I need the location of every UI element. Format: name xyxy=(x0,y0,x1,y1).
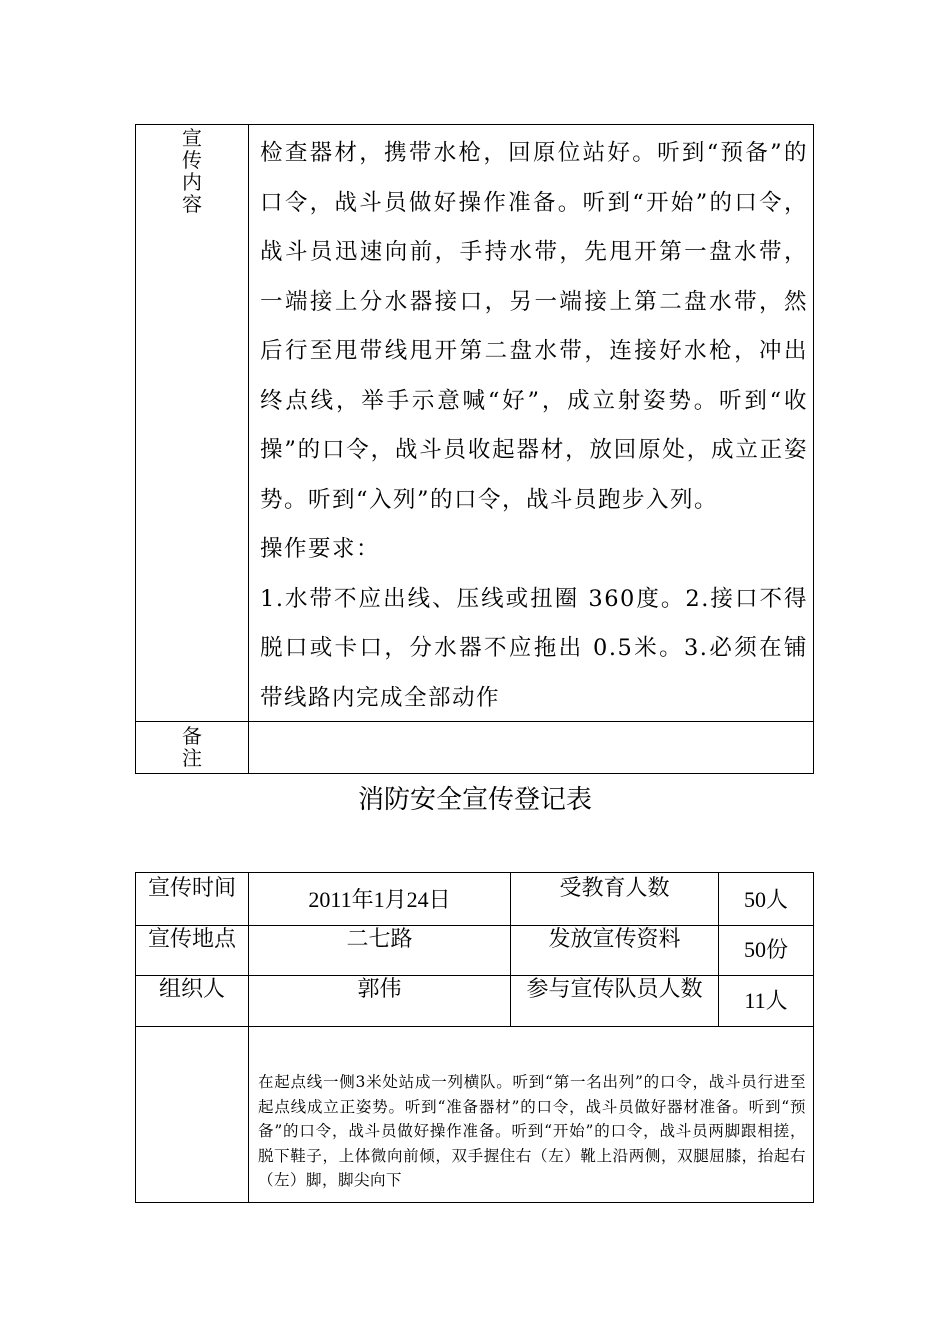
content-paragraph: 检查器材，携带水枪，回原位站好。听到“预备”的口令，战斗员做好操作准备。听到“开始”的口令，战斗员迅速向前，手持水带，先甩开第一盘水带，一端接上分水器接口，另一端接上第二盘水带，然后行至甩带线甩开第二盘水带，连接好水枪，冲出终点线，举手示意喊“好”，成立射姿势。听到“收操”的口令，战斗员收起器材，放回原处，成立正姿势。听到“入列”的口令，战斗员跑步入列。 xyxy=(260,140,808,513)
location-value: 二七路 xyxy=(346,926,413,951)
team-count-label: 参与宣传队员人数 xyxy=(526,976,703,1001)
audience-label: 受教育人数 xyxy=(559,875,670,900)
page-title: 消防安全宣传登记表 xyxy=(357,785,592,815)
requirements-text: 1.水带不应出线、压线或扭圈 360度。2.接口不得脱口或卡口，分水器不应拖出 0.5米。3.必须在铺带线路内完成全部动作 xyxy=(260,585,808,711)
requirements-heading: 操作要求： xyxy=(260,536,381,562)
content-text xyxy=(260,129,808,723)
materials-value: 50份 xyxy=(743,937,788,962)
content-table xyxy=(135,124,814,774)
content-label: 宣传内容 xyxy=(182,126,202,216)
activity-content xyxy=(258,1070,806,1193)
remark-label: 备注 xyxy=(182,724,202,770)
organizer-value: 郭伟 xyxy=(357,976,402,1001)
organizer-label: 组织人 xyxy=(158,976,225,1001)
team-count-value: 11人 xyxy=(744,988,788,1013)
location-label: 宣传地点 xyxy=(147,926,236,951)
date-label: 宣传时间 xyxy=(147,875,236,900)
date-value: 2011年1月24日 xyxy=(308,887,451,912)
audience-value: 50人 xyxy=(743,887,788,912)
activity-content-text: 在起点线一侧3米处站成一列横队。听到“第一名出列”的口令，战斗员行进至起点线成立正姿势。听到“准备器材”的口令，战斗员做好器材准备。听到“预备”的口令，战斗员做好操作准备。听到“开始”的口令，战斗员两脚跟相搓，脱下鞋子，上体微向前倾，双手握住右（左）靴上沿两侧，双腿屈膝，抬起右（左）脚，脚尖向下 xyxy=(258,1073,806,1189)
materials-label: 发放宣传资料 xyxy=(548,926,681,951)
